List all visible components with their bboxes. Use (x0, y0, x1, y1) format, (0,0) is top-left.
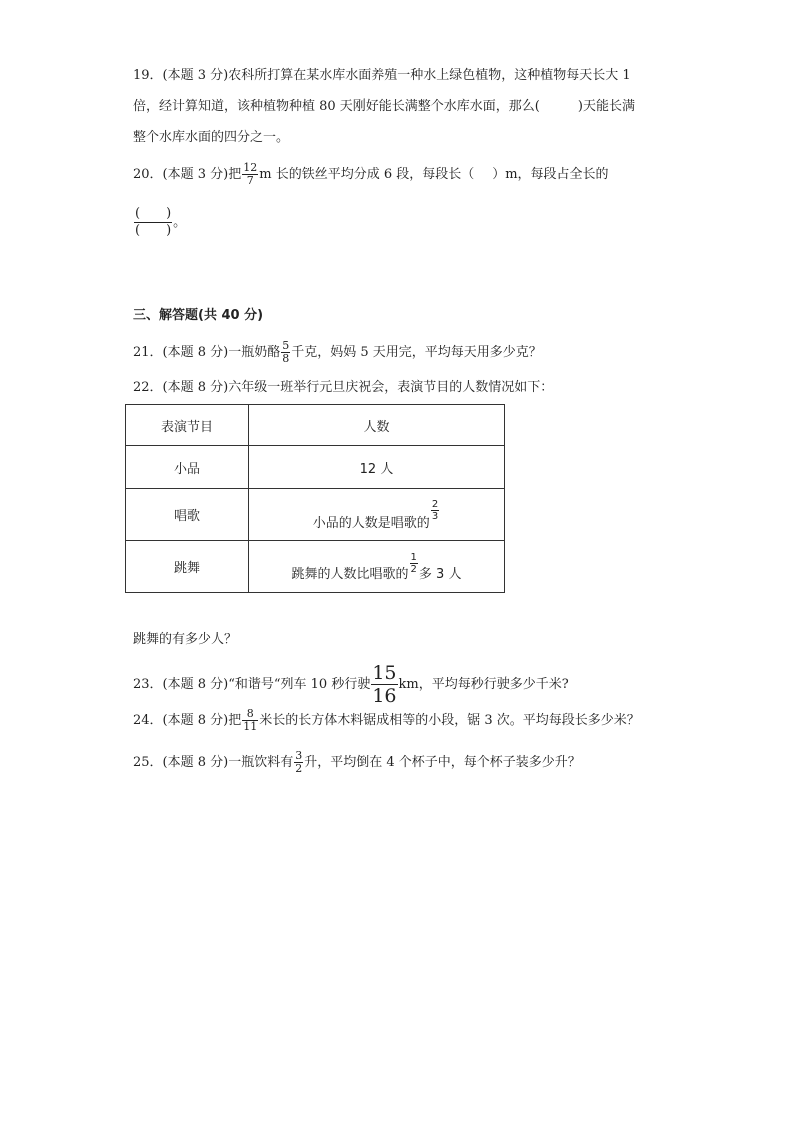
section3-title: 三、解答题(共 40 分) (133, 308, 264, 323)
table-cell (249, 541, 505, 593)
table-row (126, 446, 505, 489)
q23-fraction: $\frac{15}{16}$ (372, 662, 397, 707)
row3-end: 多 3 人 (418, 566, 462, 582)
q20-prefix: 20．(本题 3 分)把 (133, 167, 242, 182)
q24-suffix: 米长的长方体木料锯成相等的小段，锯 3 次。平均每段长多少米？ (259, 713, 640, 728)
q19-line1: 19．(本题 3 分)农科所打算在某水库水面养殖一种水上绿色植物，这种植物每天长大 1 (133, 68, 631, 83)
q20-fraction: $\frac{12}{7}$ (243, 161, 258, 187)
q19-line2-text: 倍，经计算知道，该种植物种植 80 天刚好能长满整个水库水面，那么( (133, 99, 540, 114)
q23-prefix: 23．(本题 8 分)“和谐号“列车 10 秒行驶 (133, 677, 371, 692)
table-header-row (126, 405, 505, 446)
q25-prefix: 25．(本题 8 分)一瓶饮料有 (133, 755, 294, 770)
q24-prefix: 24．(本题 8 分)把 (133, 713, 242, 728)
q25-suffix: 升，平均倒在 4 个杯子中，每个杯子装多少升？ (304, 755, 581, 770)
row3-text: 跳舞的人数比唱歌的 (291, 566, 409, 582)
q25-line (133, 750, 581, 775)
row3-fraction: $\frac{1}{2}$ (410, 551, 417, 575)
q23-line (133, 662, 569, 707)
q20-answer-end: 。 (173, 215, 187, 230)
table-header-cell: 表演节目 (126, 405, 249, 446)
q24-line (133, 708, 640, 733)
q20-answer-line (133, 206, 186, 239)
table-cell (249, 489, 505, 541)
table-header-cell: 人数 (249, 405, 505, 446)
q23-suffix: km，平均每秒行驶多少千米? (398, 677, 569, 692)
q19-line2-end: )天能长满 (577, 99, 635, 114)
q22-line: 22．(本题 8 分)六年级一班举行元旦庆祝会，表演节目的人数情况如下： (133, 380, 554, 395)
row2-text: 小品的人数是唱歌的 (312, 515, 430, 531)
q21-fraction: $\frac{5}{8}$ (282, 339, 290, 365)
table-row (126, 541, 505, 593)
q20-line (133, 162, 609, 187)
row2-fraction: $\frac{2}{3}$ (431, 498, 439, 522)
q20-suffix: ）m，每段占全长的 (492, 167, 609, 182)
q20-answer-fraction: $\frac{( )}{( )}$ (135, 206, 172, 238)
table-cell: 唱歌 (126, 489, 249, 541)
table-cell: 12 人 (249, 446, 505, 489)
performance-table (125, 404, 505, 593)
q24-fraction: $\frac{8}{11}$ (243, 707, 258, 733)
q21-line (133, 340, 542, 365)
q21-suffix: 千克，妈妈 5 天用完，平均每天用多少克？ (291, 345, 542, 360)
table-cell: 跳舞 (126, 541, 249, 593)
q20-middle: m 长的铁丝平均分成 6 段，每段长（ (259, 167, 475, 182)
q21-prefix: 21．(本题 8 分)一瓶奶酪 (133, 345, 281, 360)
q22-question: 跳舞的有多少人？ (133, 632, 238, 647)
q25-fraction: $\frac{3}{2}$ (295, 749, 303, 775)
table-row (126, 489, 505, 541)
q19-line2 (133, 97, 635, 117)
q19-line3: 整个水库水面的四分之一。 (133, 130, 290, 145)
table-cell: 小品 (126, 446, 249, 489)
